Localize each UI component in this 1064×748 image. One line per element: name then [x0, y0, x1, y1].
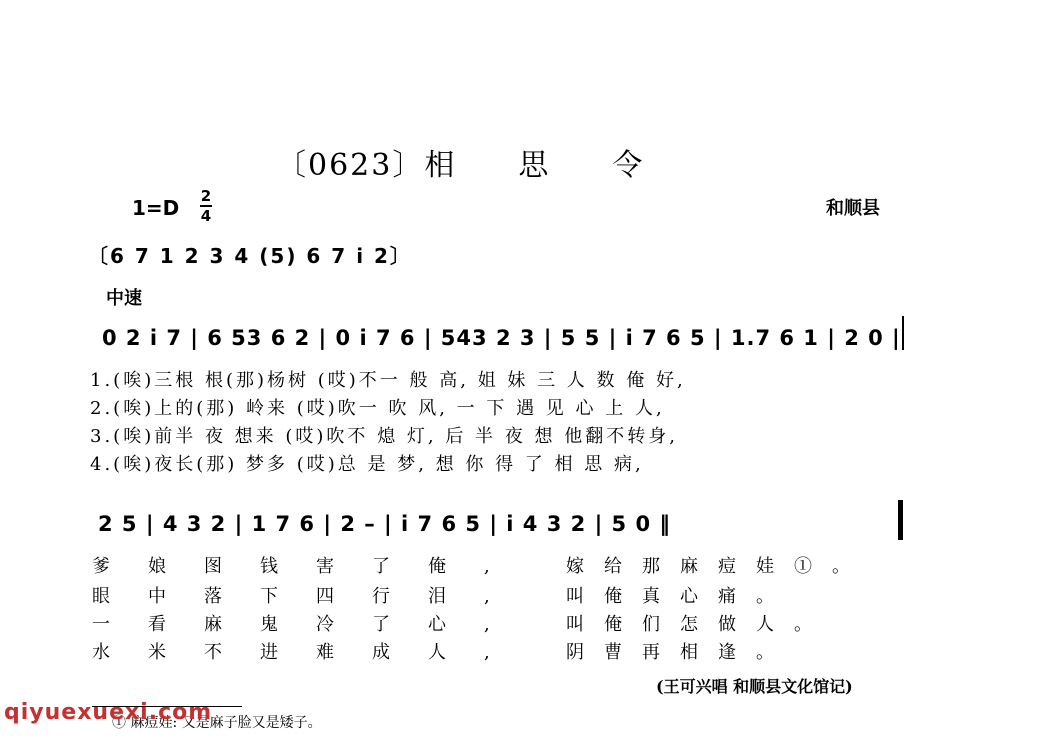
title-char-1: 相 — [424, 148, 457, 183]
notation-line-2: 2 5 | 4 3 2 | 1 7 6 | 2 – | i 7 6 5 | i 4 3 2 | 5 0 ‖ — [98, 512, 671, 536]
song-title — [276, 140, 706, 184]
watermark: qiyuexuexi.com — [4, 700, 213, 725]
verse-3-line-2b: 叫俺们怎做人。 — [566, 614, 832, 635]
verse-4-line-2b: 阴曹再相逢。 — [566, 642, 794, 663]
region-label: 和顺县 — [826, 198, 880, 219]
verse-1-line-2b: 嫁给那麻痘娃①。 — [566, 556, 870, 577]
notation-line-1: 0 2 i 7 | 6 53 6 2 | 0 i 7 6 | 543 2 3 | 5 5 | i 7 6 5 | 1.7 6 1 | 2 0 | — [102, 326, 901, 350]
key-signature: 1=D — [132, 196, 180, 220]
tempo-marking: 中速 — [106, 288, 142, 309]
barline-end-1 — [902, 316, 904, 350]
title-char-2: 思 — [518, 148, 551, 183]
verse-4-line-1: 4.(唉)夜长(那) 梦多 (哎)总 是 梦, 想 你 得 了 相 思 病, — [90, 454, 644, 475]
verse-3-line-1: 3.(唉)前半 夜 想来 (哎)吹不 熄 灯, 后 半 夜 想 他翻不转身, — [90, 426, 678, 447]
verse-2-line-2b: 叫俺真心痛。 — [566, 586, 794, 607]
credit-line: (王可兴唱 和顺县文化馆记) — [656, 677, 853, 696]
time-signature — [200, 188, 212, 224]
final-barline — [898, 500, 903, 540]
meter-numerator: 2 — [200, 187, 212, 205]
verse-1-line-2a: 爹娘图钱害了俺, — [92, 556, 528, 577]
verse-3-line-2a: 一看麻鬼冷了心, — [92, 614, 528, 635]
footnote: ① 麻痘娃: 又是麻子脸又是矮子。 — [112, 715, 322, 731]
meter-denominator: 4 — [200, 207, 212, 225]
intro-notes: 〔6 7 1 2 3 4 (5) 6 7 i 2〕 — [88, 244, 412, 268]
title-char-3: 令 — [612, 148, 645, 183]
verse-4-line-2a: 水米不进难成人, — [92, 642, 528, 663]
verse-2-line-1: 2.(唉)上的(那) 岭来 (哎)吹一 吹 风, 一 下 遇 见 心 上 人, — [90, 398, 665, 419]
verse-2-line-2a: 眼中落下四行泪, — [92, 586, 528, 607]
verse-1-line-1: 1.(唉)三根 根(那)杨树 (哎)不一 般 高, 姐 妹 三 人 数 俺 好, — [90, 370, 686, 391]
song-number: 〔0623〕 — [276, 148, 425, 183]
